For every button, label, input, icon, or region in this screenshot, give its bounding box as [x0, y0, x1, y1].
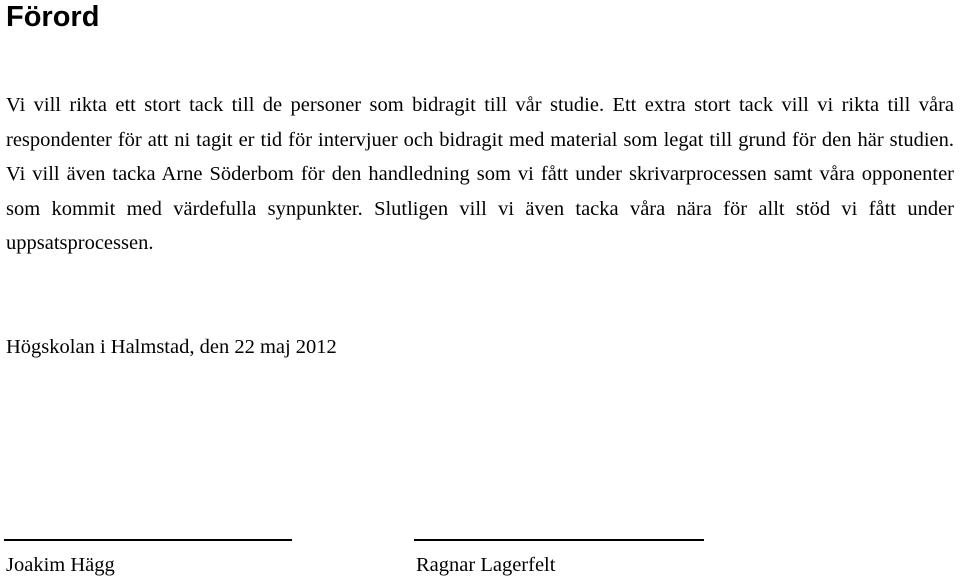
signature-name-right: Ragnar Lagerfelt [416, 554, 556, 576]
page-title: Förord [6, 1, 100, 33]
place-date-line: Högskolan i Halmstad, den 22 maj 2012 [6, 336, 337, 358]
signature-line-right [414, 539, 704, 541]
signature-line-left [4, 539, 292, 541]
acknowledgement-paragraph: Vi vill rikta ett stort tack till de personer som bidragit till vår studie. Ett extra stort tack vill vi rikta till våra respondenter för att ni tagit er tid för intervjuer och bidragit med material som legat till grund för den här studien. Vi vill även tacka Arne Söderbom för den handledning som vi fått under skrivarprocessen samt våra opponenter som kommit med värdefulla synpunkter. Slutligen vill vi även tacka våra nära för allt stöd vi fått under uppsatsprocessen. [6, 94, 954, 254]
signature-name-left: Joakim Hägg [6, 554, 115, 576]
